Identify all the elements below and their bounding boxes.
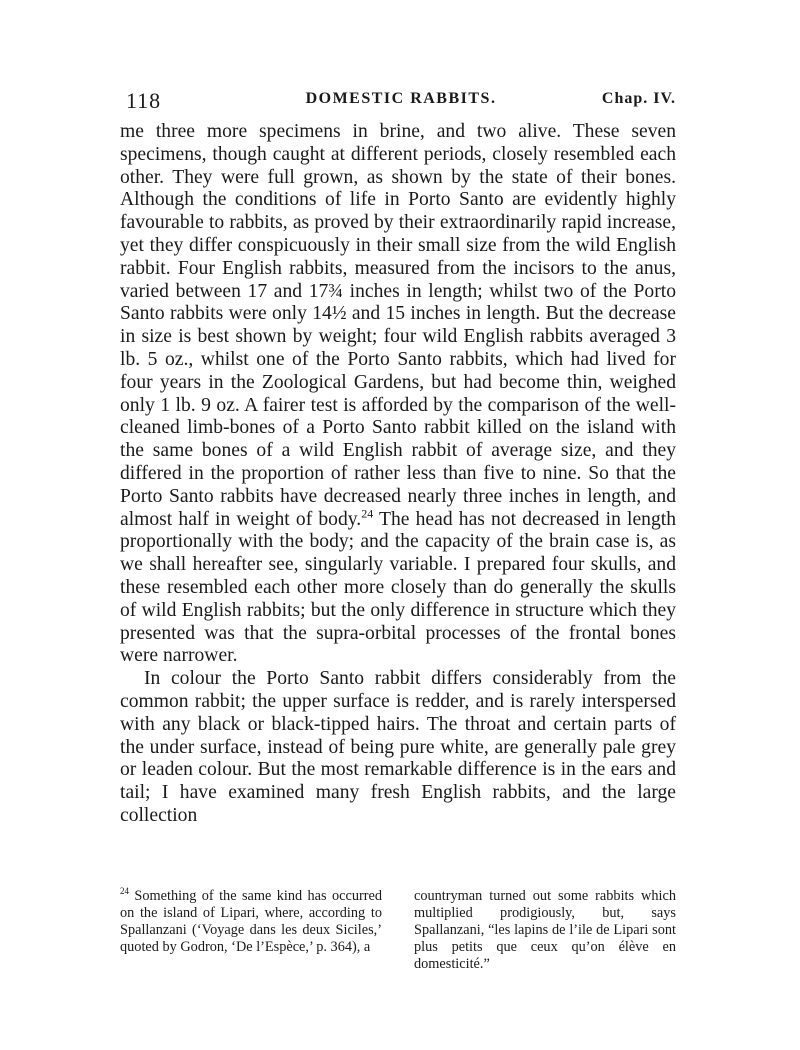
footnote-reference[interactable]: 24 <box>361 506 374 521</box>
page-number: 118 <box>126 88 162 113</box>
main-text <box>120 121 676 828</box>
page-header <box>126 88 676 118</box>
footnote-text: Something of the same kind has occurred on the island of Lipari, where, according to Spallanzani (‘Voyage dans les deux Siciles,’ quoted by Godron, ‘De l’Espèce,’ p. 364), a <box>120 888 382 955</box>
paragraph: In colour the Porto Santo rabbit differs considerably from the common rabbit; the upper surface is redder, and is rarely interspersed with any black or black-tipped hairs. The throat and certain parts of the under surface, instead of being pure white, are generally pale grey or leaden colour. But the most remarkable difference is in the ears and tail; I have examined many fresh English rabbits, and the large collection <box>120 668 676 826</box>
footnote-marker: 24 <box>120 886 129 897</box>
footnote-column-1 <box>120 888 382 973</box>
footnote-column-2: countryman turned out some rabbits which multiplied prodigiously, but, says Spallanzani, “les lapins de l’ile de Lipari sont plus petits que ceux qu’on élève en domesticité.” <box>414 888 676 972</box>
footnote <box>120 888 676 973</box>
running-head: DOMESTIC RABBITS. <box>305 90 497 107</box>
chapter-label: Chap. IV. <box>601 90 676 107</box>
paragraph-text: The head has not decreased in length proportionally with the body; and the capacity of the brain case is, as we shall hereafter see, singularly variable. I prepared four skulls, and these resembled each other more closely than do generally the skulls of wild English rabbits; but the only difference in structure which they presented was that the supra-orbital processes of the frontal bones were narrower. <box>120 508 677 667</box>
paragraph <box>120 121 676 668</box>
paragraph-text: me three more specimens in brine, and two alive. These seven specimens, though caught at different periods, closely resembled each other. They were full grown, as shown by the state of their bones. Although the conditions of life in Porto Santo are evidently highly favourable to rabbits, as proved by their extraordinarily rapid increase, yet they differ conspicuously in their small size from the wild English rabbit. Four English rabbits, measured from the incisors to the anus, varied between 17 and 17¾ inches in length; whilst two of the Porto Santo rabbits were only 14½ and 15 inches in length. But the decrease in size is best shown by weight; four wild English rabbits averaged 3 lb. 5 oz., whilst one of the Porto Santo rabbits, which had lived for four years in the Zoological Gardens, but had become thin, weighed only 1 lb. 9 oz. A fairer test is afforded by the comparison of the well-cleaned limb-bones of a Porto Santo rabbit killed on the island with the same bones of a wild English rabbit of average size, and they differed in the proportion of rather less than five to nine. So that the Porto Santo rabbits have decreased nearly three inches in length, and almost half in weight of body. <box>120 121 676 530</box>
